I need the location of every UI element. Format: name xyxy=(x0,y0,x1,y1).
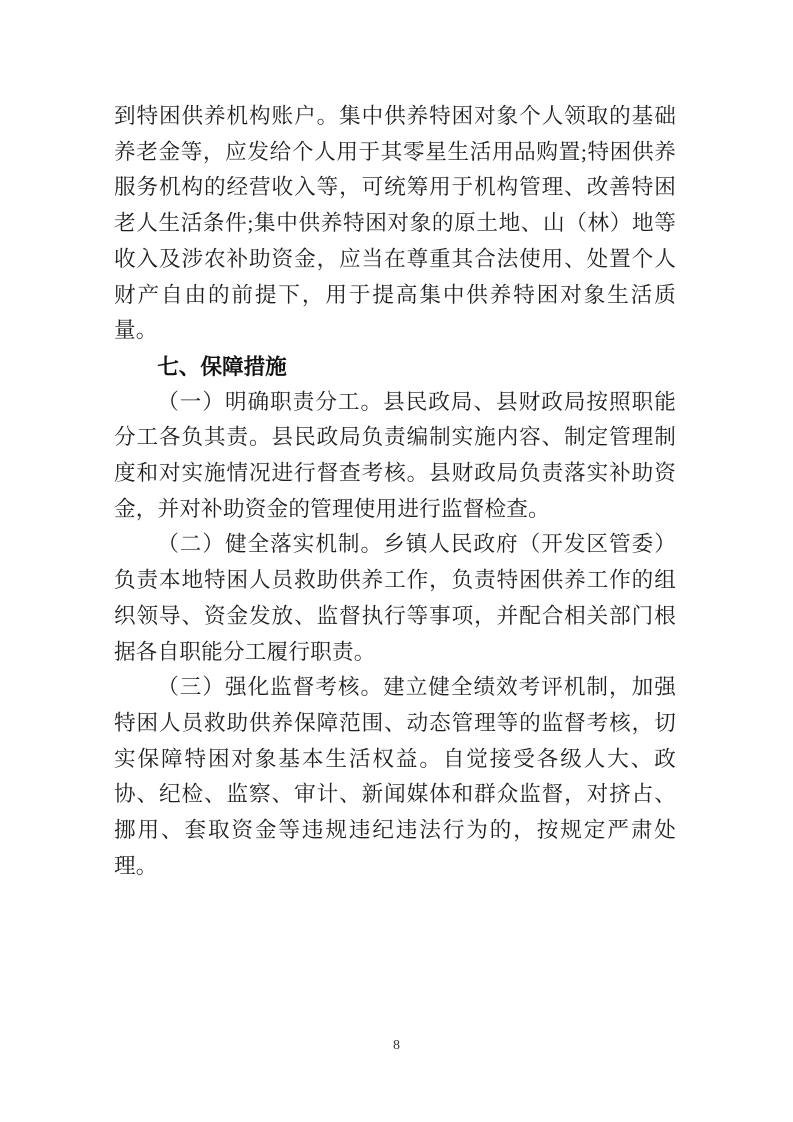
section-heading: 七、保障措施 xyxy=(157,353,287,379)
page-number: 8 xyxy=(393,1038,400,1053)
paragraph-supervision-assessment: （三）强化监督考核。建立健全绩效考评机制，加强特困人员救助供养保障范围、动态管理等的监督考核，切实保障特困对象基本生活权益。自觉接受各级人大、政协、纪检、监察、审计、新闻媒体和群众监督，对挤占、挪用、套取资金等违规违纪违法行为的，按规定严肃处理。 xyxy=(114,675,676,878)
paragraph-responsibility-division: （一）明确职责分工。县民政局、县财政局按照职能分工各负其责。县民政局负责编制实施内容、制定管理制度和对实施情况进行督查考核。县财政局负责落实补助资金，并对补助资金的管理使用进行监督检查。 xyxy=(114,389,676,521)
document-content xyxy=(114,99,676,884)
paragraph-implementation-mechanism: （二）健全落实机制。乡镇人民政府（开发区管委）负责本地特困人员救助供养工作，负责特困供养工作的组织领导、资金发放、监督执行等事项，并配合相关部门根据各自职能分工履行职责。 xyxy=(114,532,676,664)
continuation-paragraph: 到特困供养机构账户。集中供养特困对象个人领取的基础养老金等，应发给个人用于其零星生活用品购置;特困供养服务机构的经营收入等，可统筹用于机构管理、改善特困老人生活条件;集中供养特困对象的原土地、山（林）地等收入及涉农补助资金，应当在尊重其合法使用、处置个人财产自由的前提下，用于提高集中供养特困对象生活质量。 xyxy=(114,104,676,343)
page-footer xyxy=(0,1036,793,1054)
